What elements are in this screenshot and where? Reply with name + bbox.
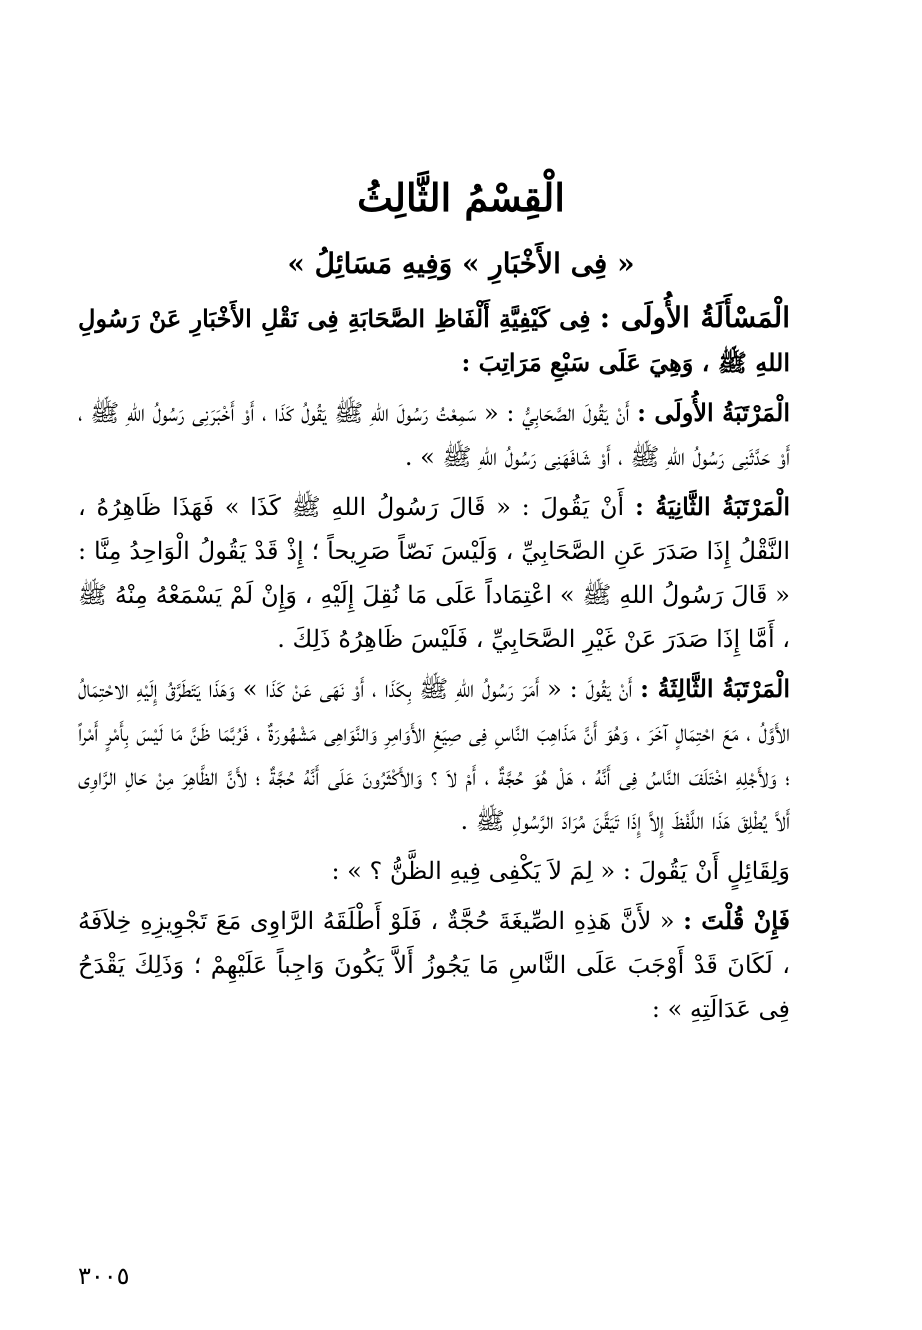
paragraph-rank1 — [78, 391, 790, 479]
rank2-heading: الْمَرْتَبَةُ الثَّانِيَةُ : — [634, 492, 790, 521]
section-subtitle: « فِى الأَخْبَارِ » وَفِيهِ مَسَائِلُ » — [287, 247, 635, 280]
paragraph-mas1 — [78, 296, 790, 385]
paragraph-rank2 — [78, 485, 790, 661]
paragraph-rank3 — [78, 667, 790, 843]
rank1-heading: الْمَرْتَبَةُ الأُولَى : — [637, 398, 791, 427]
rank2-text: أَنْ يَقُولَ : « قَالَ رَسُولُ اللهِ ﷺ كَذَا » فَهَذَا ظَاهِرُهُ ، النَّقْلُ إِذَا صَدَرَ عَنِ الصَّحَابِيِّ ، وَلَيْسَ نَصّاً صَرِيحاً ؛ إِذْ قَدْ يَقُولُ الْوَاحِدُ مِنَّا : « قَالَ رَسُولُ اللهِ ﷺ » اعْتِمَاداً عَلَى مَا نُقِلَ إِلَيْهِ ، وَإِنْ لَمْ يَسْمَعْهُ مِنْهُ ﷺ ، أَمَّا إِذَا صَدَرَ عَنْ غَيْرِ الصَّحَابِيِّ ، فَلَيْسَ ظَاهِرُهُ ذَلِكَ . — [78, 493, 790, 653]
page-number: ٣٠٠٥ — [78, 1262, 130, 1290]
objection-text: « لأَنَّ هَذِهِ الصِّيغَةَ حُجَّةٌ ، فَلَوْ أَطْلَقَهُ الرَّاوِى مَعَ تَجْوِيزِهِ خِلاَفَهُ ، لَكَانَ قَدْ أَوْجَبَ عَلَى النَّاسِ مَا يَجُوزُ أَلاَّ يَكُونَ وَاجِباً عَلَيْهِمْ ؛ وَذَلِكَ يَقْدَحُ فِى عَدَالَتِهِ » : — [78, 907, 790, 1023]
issue-text: فِى كَيْفِيَّةِ أَلْفَاظِ الصَّحَابَةِ فِى نَقْلِ الأَخْبَارِ عَنْ رَسُولِ اللهِ ﷺ ، وَهِيَ عَلَى سَبْعِ مَرَاتِبَ : — [78, 304, 790, 377]
issue-heading: الْمَسْأَلَةُ الأُولَى : — [599, 301, 790, 334]
paragraph-question: وَلِقَائِلٍ أَنْ يَقُولَ : « لِمَ لاَ يَكْفِى فِيهِ الظَّنُّ ؟ » : — [331, 857, 790, 885]
section-title: الْقِسْمُ الثَّالِثُ — [357, 175, 565, 220]
body-text — [78, 296, 790, 1037]
rank1-text: أَنْ يَقُولَ الصَّحَابِيُّ : « سَمِعْتُ رَسُولَ اللهِ ﷺ يَقُولُ كَذَا ، أَوْ أَخْبَرَنِى رَسُولُ اللهِ ﷺ ، أَوْ حَدَّثَنِى رَسُولُ اللهِ ﷺ ، أَوْ شَافَهَنِى رَسُولُ اللهِ ﷺ » . — [78, 399, 790, 471]
rank3-heading: الْمَرْتَبَةُ الثَّالِثَةُ : — [640, 674, 790, 703]
rank3-text: أَنْ يَقُولَ : « أَمَرَ رَسُولُ اللهِ ﷺ بِكَذَا ، أَوْ نَهَى عَنْ كَذَا » وَهَذَا يَتَطَرَّقُ إِلَيْهِ الاحْتِمَالُ الأَوَّلُ ، مَعَ احْتِمَالٍ آخَرَ ، وَهُوَ أَنَّ مَذَاهِبَ النَّاسِ فِى صِيَغِ الأَوَامِرِ وَالنَّوَاهِى مَشْهُورَةٌ ، فَرُبَّمَا ظَنَّ مَا لَيْسَ بِأَمْرٍ أَمْراً ؛ وَلأَجْلِهِ اخْتَلَفَ النَّاسُ فِى أَنَّهُ ، هَلْ هُوَ حُجَّةٌ ، أَمْ لاَ ؟ وَالأَكْثَرُونَ عَلَى أَنَّهُ حُجَّةٌ ؛ لأَنَّ الظَّاهِرَ مِنْ حَالِ الرَّاوِى أَلاَّ يُطْلِقَ هَذَا اللَّفْظَ إِلاَّ إِذَا تَيَقَّنَ مُرَادَ الرَّسُولِ ﷺ . — [78, 675, 791, 835]
paragraph-objection — [78, 899, 790, 1031]
objection-heading: فَإِنْ قُلْتَ : — [683, 906, 790, 935]
